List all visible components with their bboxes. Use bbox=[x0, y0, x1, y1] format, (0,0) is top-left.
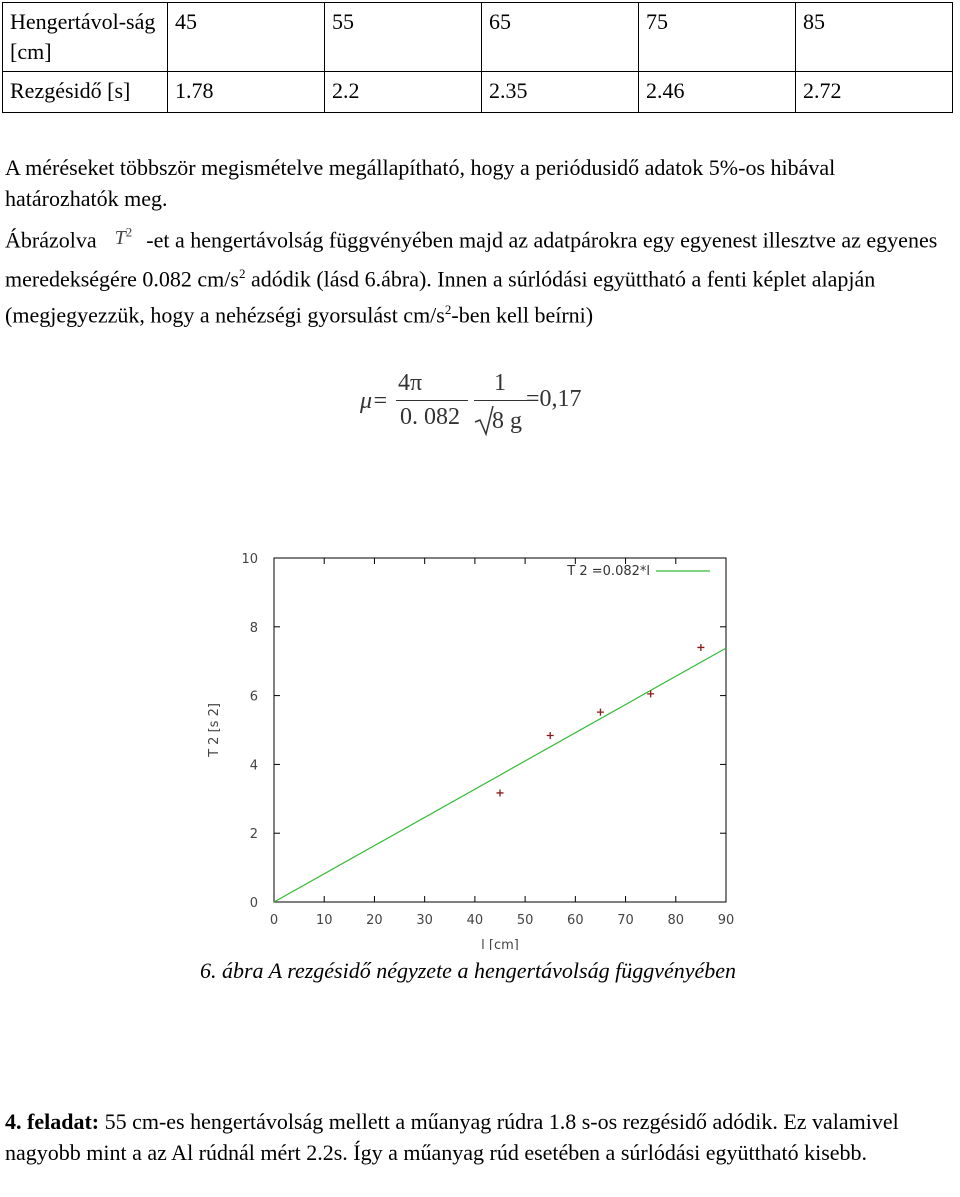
x-tick-label: 90 bbox=[717, 913, 735, 928]
unit-exponent: 2 bbox=[444, 301, 452, 317]
x-tick-label: 70 bbox=[617, 913, 634, 928]
plot-frame bbox=[274, 558, 726, 902]
paragraph-fit-description bbox=[5, 220, 945, 330]
unit-exponent: 2 bbox=[238, 265, 246, 281]
row-header-distance: Hengertávol-ság [cm] bbox=[3, 3, 168, 72]
paragraph-measurement-error: A méréseket többször megismételve megállapítható, hogy a periódusidő adatok 5%-os hibával határozhatók meg. bbox=[5, 155, 836, 211]
y-tick-label: 4 bbox=[249, 758, 258, 774]
formula-numerator-2: 1 bbox=[494, 370, 506, 396]
t-squared-symbol bbox=[114, 224, 133, 249]
table-cell: 2.2 bbox=[325, 72, 482, 113]
y-tick-label: 10 bbox=[241, 552, 258, 567]
fraction-bar bbox=[474, 400, 528, 401]
formula-denominator-2: 8 g bbox=[492, 408, 522, 434]
paragraph-task-4 bbox=[5, 1106, 955, 1168]
table-row bbox=[3, 72, 953, 113]
table-row bbox=[3, 3, 953, 72]
figure-caption: 6. ábra A rezgésidő négyzete a hengertávolság függvényében bbox=[200, 958, 737, 983]
table-cell: 75 bbox=[639, 3, 796, 72]
x-tick-label: 0 bbox=[269, 913, 279, 928]
t-squared-chart bbox=[190, 540, 750, 950]
x-tick-label: 10 bbox=[315, 913, 333, 928]
fit-line bbox=[274, 648, 726, 902]
x-tick-label: 30 bbox=[416, 913, 433, 928]
table-cell: 1.78 bbox=[168, 72, 325, 113]
symbol-t: T bbox=[114, 226, 126, 249]
y-axis-label: T 2 [s 2] bbox=[207, 703, 222, 757]
data-point bbox=[597, 709, 604, 716]
text-span: Ábrázolva bbox=[5, 227, 97, 253]
x-tick-label: 20 bbox=[366, 913, 383, 928]
table-cell: 55 bbox=[325, 3, 482, 72]
fraction-bar bbox=[396, 400, 468, 401]
task-label: 4. feladat: bbox=[5, 1109, 100, 1134]
formula-denominator-1: 0. 082 bbox=[400, 404, 460, 430]
y-tick-label: 6 bbox=[249, 689, 258, 705]
x-tick-label: 50 bbox=[516, 913, 534, 928]
data-point bbox=[547, 732, 554, 739]
friction-formula bbox=[360, 368, 620, 438]
data-point bbox=[497, 789, 504, 796]
text-span: adódik (lásd 6.ábra). Innen a súrlódási együttható a fenti képlet alapján (megjegyezzük, hogy a nehézségi gyorsulást cm/s bbox=[5, 265, 876, 328]
y-tick-label: 2 bbox=[249, 827, 258, 843]
task-text: 55 cm-es hengertávolság mellett a műanyag rúdra 1.8 s-os rezgésidő adódik. Ez valamivel nagyobb mint a az Al rúdnál mért 2.2s. Így a műanyag rúd esetében a súrlódási együttható kisebb. bbox=[5, 1109, 899, 1165]
x-tick-label: 60 bbox=[567, 913, 584, 928]
text-span: -ben kell beírni) bbox=[451, 302, 594, 328]
measurement-table bbox=[2, 2, 953, 113]
x-tick-label: 40 bbox=[466, 913, 484, 928]
sqrt-sign-icon bbox=[474, 404, 494, 436]
row-header-period: Rezgésidő [s] bbox=[3, 72, 168, 113]
legend-label: T 2 =0.082*l bbox=[567, 564, 650, 579]
y-tick-label: 8 bbox=[249, 620, 258, 636]
symbol-exponent: 2 bbox=[125, 224, 133, 239]
table-cell: 45 bbox=[168, 3, 325, 72]
table-cell: 85 bbox=[796, 3, 953, 72]
data-point bbox=[697, 644, 704, 651]
formula-numerator-1: 4π bbox=[398, 370, 423, 396]
table-cell: 65 bbox=[482, 3, 639, 72]
table-cell: 2.46 bbox=[639, 72, 796, 113]
table-cell: 2.35 bbox=[482, 72, 639, 113]
table-cell: 2.72 bbox=[796, 72, 953, 113]
text-span: -et a hengertávolság függvényében majd az adatpárokra egy egyenest illesztve az egyenes meredekségére 0.082 cm/s bbox=[5, 227, 938, 291]
formula-mu: μ= bbox=[360, 388, 389, 414]
x-tick-label: 80 bbox=[667, 913, 685, 928]
y-tick-label: 0 bbox=[249, 896, 258, 911]
x-axis-label: l [cm] bbox=[481, 938, 519, 950]
formula-result: =0,17 bbox=[526, 386, 582, 412]
